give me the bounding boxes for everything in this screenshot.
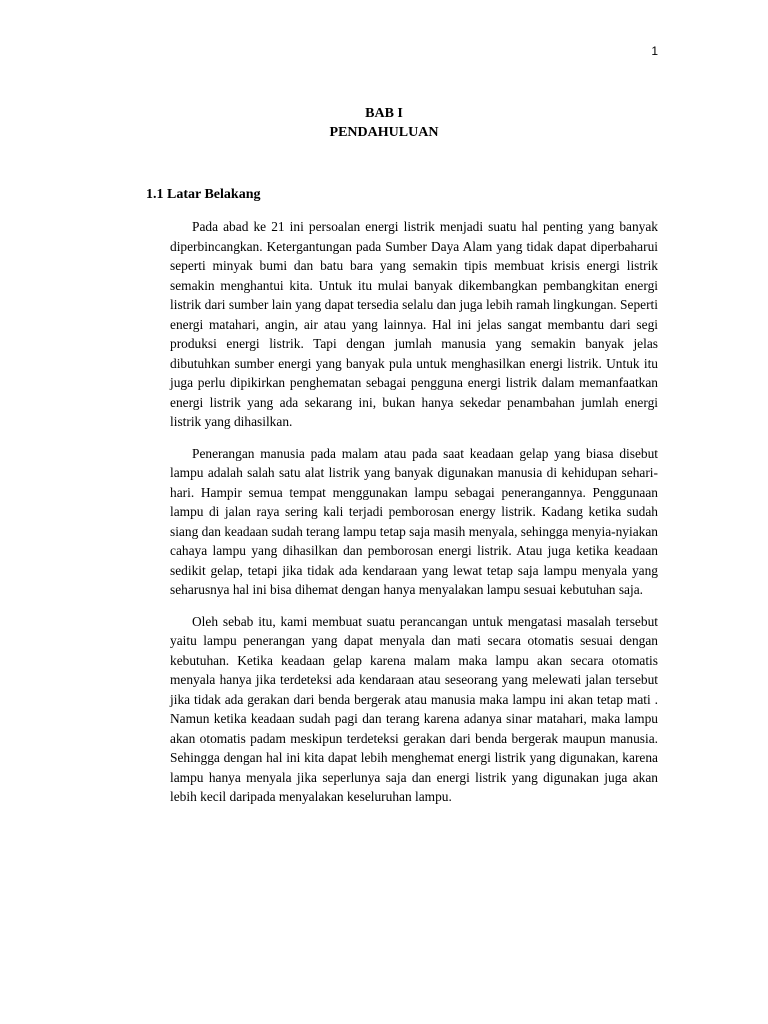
chapter-label: BAB I: [365, 106, 403, 121]
chapter-heading: [0, 104, 768, 142]
paragraph-1: Pada abad ke 21 ini persoalan energi listrik menjadi suatu hal penting yang banyak diperbincangkan. Ketergantungan pada Sumber Daya Alam yang tidak dapat diperbaharui seperti minyak bumi dan batu bara yang semakin tipis membuat krisis energi listrik semakin menghantui kita. Untuk itu mulai banyak dikembangkan pembangkitan energi listrik dari sumber lain yang dapat tersedia selalu dan juga lebih ramah lingkungan. Seperti energi matahari, angin, air atau yang lainnya. Hal ini jelas sangat membantu dari segi produksi energi listrik. Tapi dengan jumlah manusia yang semakin banyak jelas dibutuhkan sumber energi yang banyak pula untuk menghasilkan energi listrik. Untuk itu juga perlu dipikirkan penghematan sebagai pengguna energi listrik dalam memanfaatkan energi listrik yang ada sekarang ini, bukan hanya sekedar penambahan jumlah energi listrik yang dihasilkan.: [170, 219, 658, 429]
paragraph-2: Penerangan manusia pada malam atau pada saat keadaan gelap yang biasa disebut lampu adalah salah satu alat listrik yang banyak digunakan manusia di kehidupan sehari-hari. Hampir semua tempat menggunakan lampu sebagai penerangannya. Penggunaan lampu di jalan raya sering kali terjadi pemborosan energy listrik. Kadang ketika sudah siang dan keadaan sudah terang lampu tetap saja masih menyala, sehingga menyia-nyiakan cahaya lampu yang dihasilkan dan pemborosan energi listrik. Atau juga ketika keadaan sedikit gelap, tetapi jika tidak ada kendaraan yang lewat tetap saja lampu menyala yang seharusnya hal ini bisa dihemat dengan hanya menyalakan lampu sesuai kebutuhan saja.: [170, 445, 658, 597]
page-number: 1: [651, 44, 658, 58]
body-text: [170, 217, 658, 819]
section-title: 1.1 Latar Belakang: [146, 187, 261, 202]
paragraph-3: Oleh sebab itu, kami membuat suatu perancangan untuk mengatasi masalah tersebut yaitu lampu penerangan yang dapat menyala dan mati secara otomatis sesuai dengan kebutuhan. Ketika keadaan gelap karena malam maka lampu akan secara otomatis menyala hanya jika terdeteksi ada kendaraan atau seseorang yang melewati jalan tersebut jika tidak ada gerakan dari benda bergerak atau manusia maka lampu ini akan tetap mati . Namun ketika keadaan sudah pagi dan terang karena adanya sinar matahari, maka lampu akan otomatis padam meskipun terdeteksi gerakan dari benda bergerak maupun manusia. Sehingga dengan hal ini kita dapat lebih menghemat energi listrik yang digunakan, karena lampu hanya menyala jika seperlunya saja dan energi listrik yang digunakan juga akan lebih kecil daripada menyalakan keseluruhan lampu.: [170, 613, 658, 804]
chapter-title: PENDAHULUAN: [329, 125, 439, 140]
